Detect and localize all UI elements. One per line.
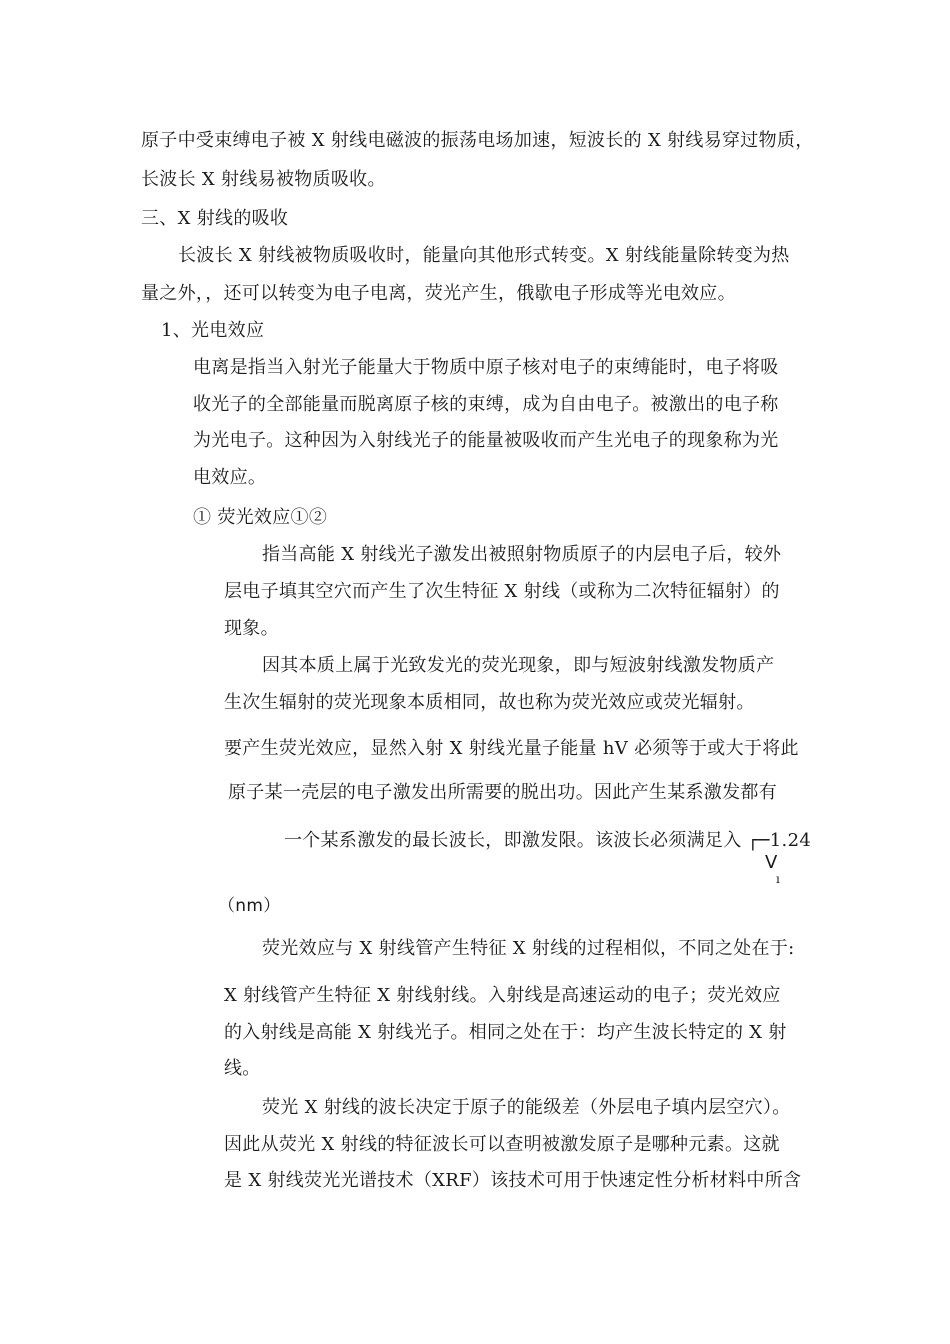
paragraph-line: 指当高能 X 射线光子激发出被照射物质原子的内层电子后，较外 (262, 544, 782, 565)
paragraph-line: 荧光 X 射线的波长决定于原子的能级差（外层电子填内层空穴）。 (262, 1097, 791, 1118)
paragraph-line: 现象。 (224, 618, 279, 639)
section-heading: 三、X 射线的吸收 (141, 208, 289, 229)
paragraph-line: 生次生辐射的荧光现象本质相同，故也称为荧光效应或荧光辐射。 (224, 692, 755, 713)
paragraph-line: 电离是指当入射光子能量大于物质中原子核对电子的束缚能时，电子将吸 (193, 357, 779, 378)
paragraph-line: 电效应。 (193, 467, 267, 488)
paragraph-line: 为光电子。这种因为入射线光子的能量被吸收而产生光电子的现象称为光 (193, 430, 779, 451)
paragraph-line: 长波长 X 射线被物质吸收时，能量向其他形式转变。X 射线能量除转变为热 (178, 245, 790, 266)
subsection-heading: 1、光电效应 (161, 320, 265, 341)
paragraph-line: 量之外，，还可以转变为电子电离，荧光产生，俄歇电子形成等光电效应。 (141, 283, 736, 304)
paragraph-line: 的入射线是高能 X 射线光子。相同之处在于：均产生波长特定的 X 射 (224, 1022, 787, 1043)
paragraph-line: 是 X 射线荧光光谱技术（XRF）该技术可用于快速定性分析材料中所含 (224, 1170, 802, 1191)
paragraph-line: 因此从荧光 X 射线的特征波长可以查明被激发原子是哪种元素。这就 (224, 1134, 780, 1155)
paragraph-line: X 射线管产生特征 X 射线射线。入射线是高速运动的电子；荧光效应 (224, 985, 781, 1006)
formula-subscript-mark: ı (776, 872, 781, 886)
formula-unit: （nm） (218, 896, 281, 916)
paragraph-line: 原子某一壳层的电子激发出所需要的脱出功。因此产生某系激发都有 (228, 782, 777, 803)
paragraph-line: 收光子的全部能量而脱离原子核的束缚，成为自由电子。被激出的电子称 (193, 394, 779, 415)
paragraph-line: 层电子填其空穴而产生了次生特征 X 射线（或称为二次特征辐射）的 (224, 581, 780, 602)
paragraph-line: 荧光效应与 X 射线管产生特征 X 射线的过程相似，不同之处在于: (262, 938, 795, 959)
list-heading: ① 荧光效应①② (193, 507, 328, 528)
paragraph-line: 线。 (224, 1058, 261, 1079)
paragraph-line: 长波长 X 射线易被物质吸收。 (141, 169, 386, 190)
paragraph-line: 一个某系激发的最长波长，即激发限。该波长必须满足入 ┌─1.24 (284, 830, 812, 851)
paragraph-line: 要产生荧光效应，显然入射 X 射线光量子能量 hV 必须等于或大于将此 (224, 738, 799, 759)
paragraph-line: 原子中受束缚电子被 X 射线电磁波的振荡电场加速，短波长的 X 射线易穿过物质， (141, 130, 814, 151)
paragraph-line: 因其本质上属于光致发光的荧光现象，即与短波射线激发物质产 (262, 655, 775, 676)
formula-denominator: V (765, 852, 778, 873)
